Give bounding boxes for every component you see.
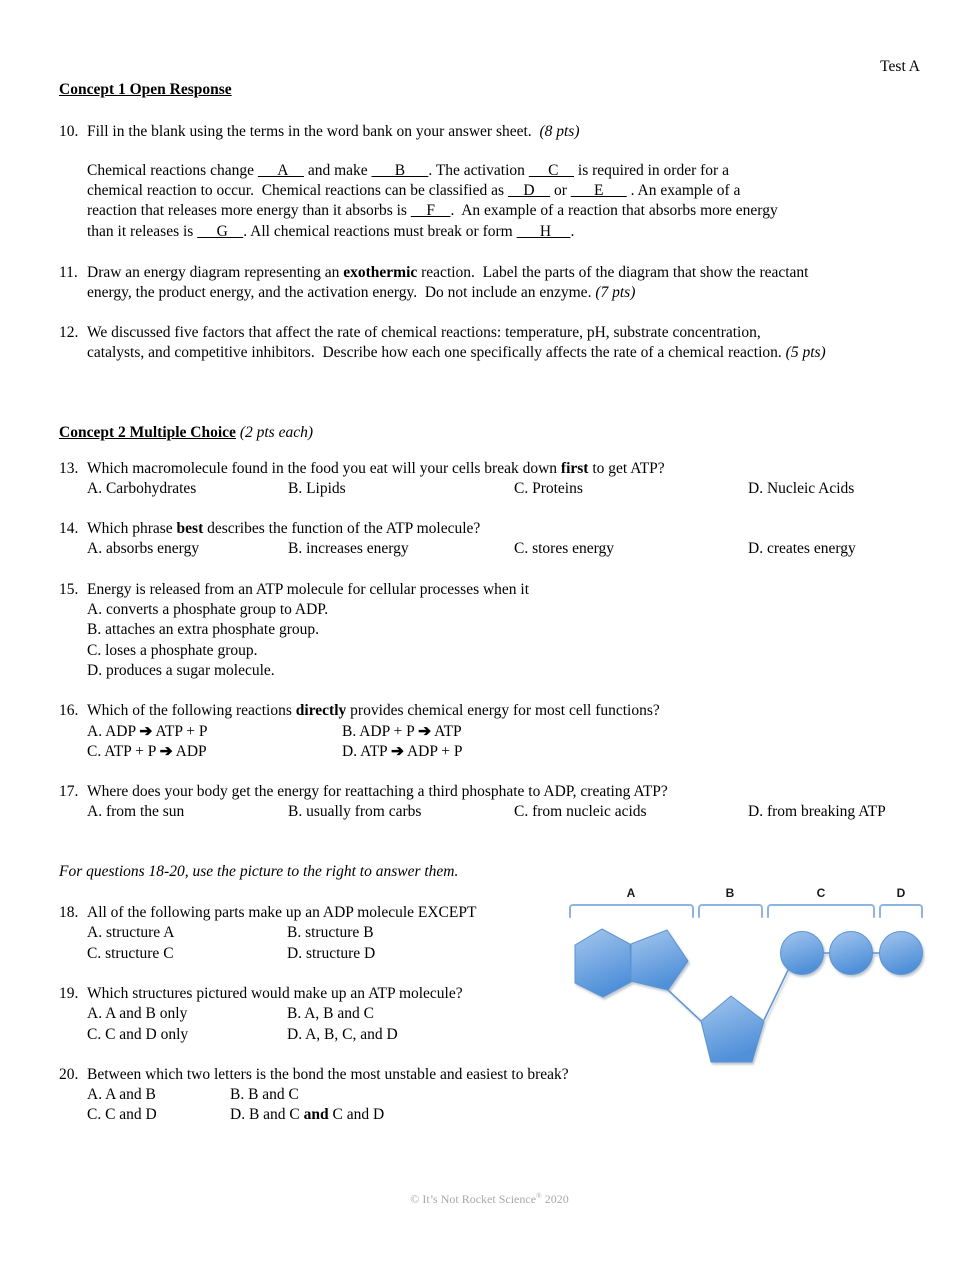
question-number: 13. <box>59 459 79 477</box>
answer-option: B. attaches an extra phosphate group. <box>87 621 319 639</box>
text-line: Fill in the blank using the terms in the word bank on your answer sheet. (8 pts) <box>87 122 580 140</box>
question-10-stem <box>87 122 920 142</box>
question-number: 18. <box>59 904 79 922</box>
answer-option: A. Carbohydrates <box>87 479 197 497</box>
question-number: 15. <box>59 580 79 598</box>
answer-option: D. creates energy <box>748 540 856 558</box>
answer-option: D. A, B, C, and D <box>287 1025 398 1043</box>
bracket-c <box>768 905 874 917</box>
copyright-footer <box>0 1189 979 1206</box>
question-17-stem <box>87 782 920 802</box>
option-row <box>87 620 920 640</box>
question-14-stem <box>87 519 920 539</box>
ribose-pentagon <box>701 996 764 1062</box>
text-line: All of the following parts make up an ADP molecule EXCEPT <box>87 904 477 922</box>
option-row <box>87 479 920 499</box>
bond-line-ribose-phosphate <box>764 966 790 1020</box>
text-line: Which structures pictured would make up an ATP molecule? <box>87 984 463 1002</box>
text-line: chemical reaction to occur. Chemical reactions can be classified as D or E . An example of a <box>87 182 741 200</box>
answer-option: D. Nucleic Acids <box>748 479 855 497</box>
phosphate-circle-2 <box>830 932 873 975</box>
answer-option: B. Lipids <box>288 479 346 497</box>
answer-option: C. loses a phosphate group. <box>87 641 258 659</box>
text-line: Which of the following reactions directly provides chemical energy for most cell functions? <box>87 702 660 720</box>
adp-atp-molecule-diagram <box>550 876 950 1076</box>
text-line: energy, the product energy, and the activation energy. Do not include an enzyme. (7 pts) <box>87 284 636 302</box>
question-number: 17. <box>59 783 79 801</box>
answer-option: A. from the sun <box>87 803 185 821</box>
answer-option: C. C and D only <box>87 1025 189 1043</box>
answer-option: D. from breaking ATP <box>748 803 886 821</box>
question-14 <box>59 519 920 560</box>
answer-option: A. converts a phosphate group to ADP. <box>87 601 329 619</box>
option-row <box>87 742 920 762</box>
question-15-stem <box>87 580 920 600</box>
molecule-shapes <box>575 929 923 1062</box>
adenine-pentagon <box>631 930 688 990</box>
question-number: 12. <box>59 323 79 341</box>
bond-line-adenine-ribose <box>668 990 701 1021</box>
option-row <box>87 722 920 742</box>
question-11-stem <box>87 263 920 304</box>
answer-option: A. absorbs energy <box>87 540 200 558</box>
question-17 <box>59 782 920 823</box>
text-line: reaction that releases more energy than it absorbs is F . An example of a reaction that absorbs more energy <box>87 202 778 220</box>
answer-option: C. ATP + P ➔ ADP <box>87 742 207 760</box>
question-number: 10. <box>59 122 79 140</box>
label-b: B <box>725 886 735 900</box>
question-20-options <box>87 1085 920 1126</box>
question-16-options <box>87 722 920 763</box>
phosphate-circle-3 <box>880 932 923 975</box>
answer-option: C. structure C <box>87 944 174 962</box>
answer-option: D. B and C and C and D <box>230 1106 385 1124</box>
option-row <box>87 661 920 681</box>
option-row <box>87 539 920 559</box>
diagram-labels <box>627 886 906 900</box>
question-12-stem <box>87 323 920 364</box>
question-11 <box>59 263 920 304</box>
question-number: 14. <box>59 520 79 538</box>
answer-option: B. usually from carbs <box>288 803 422 821</box>
answer-option: C. C and D <box>87 1106 157 1124</box>
question-number: 20. <box>59 1065 79 1083</box>
question-number: 16. <box>59 702 79 720</box>
adenine-hexagon <box>575 929 631 997</box>
question-17-options <box>87 802 920 822</box>
bracket-group <box>570 905 922 917</box>
question-number: 11. <box>59 264 78 282</box>
text-line: than it releases is G . All chemical reactions must break or form H . <box>87 222 575 240</box>
question-15 <box>59 580 920 681</box>
answer-option: B. B and C <box>230 1086 299 1104</box>
copyright-text: © It’s Not Rocket Science <box>410 1192 537 1206</box>
answer-option: B. increases energy <box>288 540 409 558</box>
label-a: A <box>626 886 636 900</box>
test-version-label: Test A <box>880 58 920 75</box>
answer-option: C. Proteins <box>514 479 583 497</box>
answer-option: D. ATP ➔ ADP + P <box>342 742 463 760</box>
concept1-heading: Concept 1 Open Response <box>59 81 232 99</box>
text-line: Between which two letters is the bond the most unstable and easiest to break? <box>87 1065 569 1083</box>
question-10 <box>59 122 920 242</box>
bracket-d <box>880 905 922 917</box>
registered-mark: ® <box>536 1191 542 1200</box>
option-row <box>87 1085 920 1105</box>
question-13-stem <box>87 459 920 479</box>
label-c: C <box>816 886 826 900</box>
answer-option: A. A and B <box>87 1086 156 1104</box>
question-number: 19. <box>59 984 79 1002</box>
question-10-fill-in-paragraph <box>87 161 920 242</box>
answer-option: C. stores energy <box>514 540 615 558</box>
option-row <box>87 802 920 822</box>
answer-option: D. structure D <box>287 944 376 962</box>
text-line: Which phrase best describes the function of the ATP molecule? <box>87 520 481 538</box>
text-line: Energy is released from an ATP molecule for cellular processes when it <box>87 580 530 598</box>
answer-option: A. structure A <box>87 924 175 942</box>
copyright-year: 2020 <box>541 1192 569 1206</box>
bracket-a <box>570 905 693 917</box>
answer-option: A. ADP ➔ ATP + P <box>87 722 208 740</box>
text-line: Draw an energy diagram representing an exothermic reaction. Label the parts of the diagram that show the reactant <box>87 264 809 282</box>
text-line: catalysts, and competitive inhibitors. Describe how each one specifically affects the rate of a chemical reaction. (5 pts) <box>87 343 826 361</box>
question-16-stem <box>87 701 920 721</box>
text-line: Where does your body get the energy for reattaching a third phosphate to ADP, creating ATP? <box>87 783 668 801</box>
concept2-points-note: (2 pts each) <box>235 424 313 442</box>
answer-option: C. from nucleic acids <box>514 803 647 821</box>
question-13-options <box>87 479 920 499</box>
answer-option: B. ADP + P ➔ ATP <box>342 722 462 740</box>
concept2-heading <box>59 423 920 443</box>
question-12 <box>59 323 920 364</box>
text-line: Chemical reactions change A and make B . The activation C is required in order for a <box>87 161 729 179</box>
phosphate-circle-1 <box>781 932 824 975</box>
answer-option: D. produces a sugar molecule. <box>87 661 275 679</box>
text-line: Which macromolecule found in the food you eat will your cells break down first to get ATP? <box>87 459 665 477</box>
label-d: D <box>896 886 906 900</box>
option-row <box>87 641 920 661</box>
option-row <box>87 1105 920 1125</box>
question-16 <box>59 701 920 762</box>
picture-instruction-note: For questions 18-20, use the picture to the right to answer them. <box>59 862 459 880</box>
question-14-options <box>87 539 920 559</box>
text-line: We discussed five factors that affect the rate of chemical reactions: temperature, pH, substrate concentration, <box>87 323 761 341</box>
answer-option: A. A and B only <box>87 1005 188 1023</box>
answer-option: B. A, B and C <box>287 1005 374 1023</box>
concept2-heading-text: Concept 2 Multiple Choice <box>59 424 236 442</box>
question-13 <box>59 459 920 500</box>
answer-option: B. structure B <box>287 924 374 942</box>
bracket-b <box>699 905 762 917</box>
option-row <box>87 600 920 620</box>
question-15-options <box>87 600 920 681</box>
